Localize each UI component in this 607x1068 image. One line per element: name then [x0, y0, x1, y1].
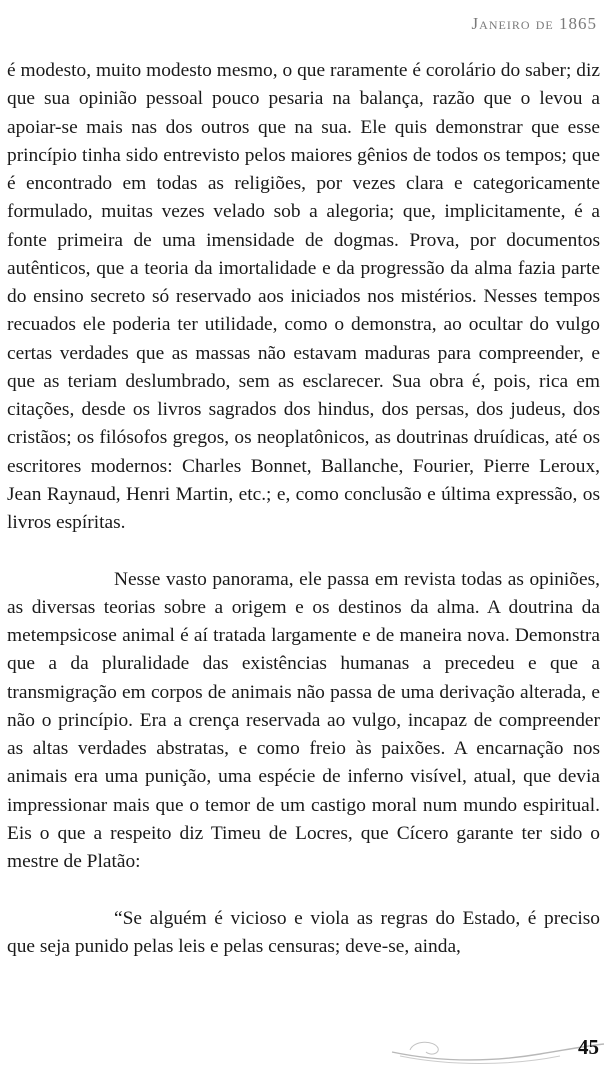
paragraph-3: “Se alguém é vicioso e viola as regras do Estado, é preciso que seja punido pelas leis e pelas censuras; deve-se, ainda, — [7, 907, 600, 957]
running-header: Janeiro de 1865 — [471, 14, 597, 33]
page-number: 45 — [578, 1035, 599, 1059]
footer-flourish-ornament — [390, 1030, 607, 1068]
paragraph-gap — [7, 876, 600, 904]
paragraph-1: é modesto, muito modesto mesmo, o que raramente é corolário do saber; diz que sua opinião pessoal pouco pesaria na balança, razão que o levou a apoiar-se mais nas dos outros que na sua. Ele quis demonstrar que esse princípio tinha sido entrevisto pelos maiores gênios de todos os tempos; que é encontrado em todas as religiões, por vezes clara e categoricamente formulado, muitas vezes velado sob a alegoria; que, implicitamente, é a fonte primeira de uma imensidade de dogmas. Prova, por documentos autênticos, que a teoria da imortalidade e da progressão da alma fazia parte do ensino secreto só reservado aos iniciados nos mistérios. Nesses tempos recuados ele poderia ter utilidade, como o demonstra, ao ocultar do vulgo certas verdades que as massas não estavam maduras para compreender, e que as teriam deslumbrado, sem as esclarecer. Sua obra é, pois, rica em citações, desde os livros sagrados dos hindus, dos persas, dos judeus, dos cristãos; os filósofos gregos, os neoplatônicos, as doutrinas druídicas, até os escritores modernos: Charles Bonnet, Ballanche, Fourier, Pierre Leroux, Jean Raynaud, Henri Martin, etc.; e, como conclusão e última expressão, os livros espíritas. — [7, 60, 600, 533]
paragraph-2: Nesse vasto panorama, ele passa em revista todas as opiniões, as diversas teorias sobre a origem e os destinos da alma. A doutrina da metempsicose animal é aí tratada largamente e de maneira nova. Demonstra que a da pluralidade das existências humanas a precedeu e que a transmigração em corpos de animais não passa de uma derivação alterada, e não o princípio. Era a crença reservada ao vulgo, incapaz de compreender as altas verdades abstratas, e como freio às paixões. A encarnação nos animais era uma punição, uma espécie de inferno visível, atual, que devia impressionar mais que o temor de um castigo moral num mundo espiritual. Eis o que a respeito diz Timeu de Locres, que Cícero garante ter sido o mestre de Platão: — [7, 568, 600, 872]
paragraph-gap — [7, 537, 600, 565]
page-body — [7, 57, 600, 961]
